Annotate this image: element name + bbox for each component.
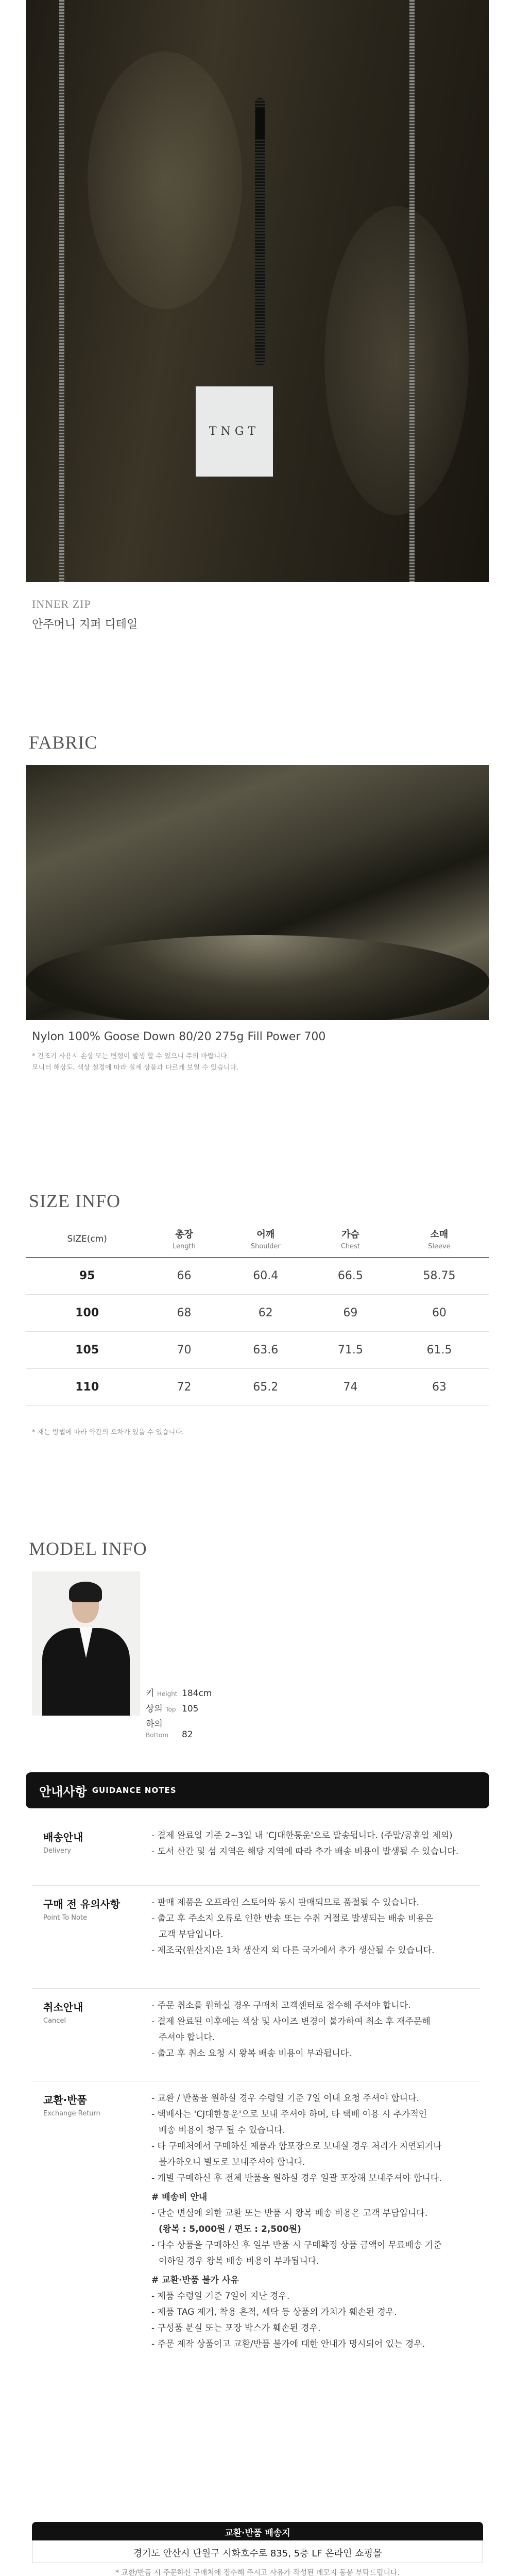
fabric-puff [26, 935, 489, 1020]
guidance-subtitle: GUIDANCE NOTES [92, 1786, 177, 1795]
size-col-header: SIZE(cm) [26, 1221, 148, 1257]
cancel-label-en: Cancel [43, 2017, 66, 2025]
shoulder-cell: 63.6 [220, 1331, 312, 1368]
size-info-title: SIZE INFO [29, 1191, 121, 1211]
purchase-label-en: Point To Note [43, 1914, 88, 1922]
length-cell: 68 [148, 1294, 219, 1331]
cancel-section [32, 1989, 480, 2081]
table-row [26, 1368, 489, 1405]
chest-cell: 71.5 [312, 1331, 389, 1368]
no-return-line: - 제품 수령일 기준 7일이 지난 경우. [151, 2291, 290, 2301]
inner-zip-photo [26, 0, 489, 582]
size-cell: 95 [26, 1257, 148, 1294]
model-hair [69, 1582, 102, 1602]
model-photo [32, 1571, 140, 1716]
no-return-title: # 교환·반품 불가 사유 [151, 2275, 239, 2285]
no-return-line: - 제품 TAG 제거, 착용 흔적, 세탁 등 상품의 가치가 훼손된 경우. [151, 2307, 397, 2317]
size-note: * 재는 방법에 따라 약간의 오차가 있을 수 있습니다. [32, 1429, 184, 1436]
fabric-composition: Nylon 100% Goose Down 80/20 275g Fill Power 700 [32, 1030, 326, 1043]
size-cell: 105 [26, 1331, 148, 1368]
front-zipper [409, 0, 415, 582]
cancel-label: 취소안내 [43, 2001, 83, 2013]
length-cell: 70 [148, 1331, 219, 1368]
model-info-title: MODEL INFO [29, 1538, 147, 1559]
table-row [26, 1294, 489, 1331]
shoulder-cell: 60.4 [220, 1257, 312, 1294]
fabric-note-line: 모니터 해상도, 색상 설정에 따라 실제 상품과 다르게 보일 수 있습니다. [32, 1064, 239, 1072]
sleeve-cell: 58.75 [389, 1257, 489, 1294]
exchange-line: 배송 비용이 청구 될 수 있습니다. [159, 2125, 285, 2136]
zipper-pull [255, 108, 265, 139]
front-zipper [59, 0, 64, 582]
guidance-header [26, 1772, 489, 1808]
chest-cell: 69 [312, 1294, 389, 1331]
exchange-return-section [32, 2081, 480, 2509]
no-return-line: - 구성품 분실 또는 포장 박스가 훼손된 경우. [151, 2323, 321, 2333]
length-cell: 66 [148, 1257, 219, 1294]
cancel-line: - 주문 취소를 원하실 경우 구매처 고객센터로 접수해 주셔야 합니다. [151, 2001, 411, 2011]
chest-cell: 74 [312, 1368, 389, 1405]
shipping-fee-line: - 단순 변심에 의한 교환 또는 반품 시 왕복 배송 비용은 고객 부담입니다. [151, 2208, 428, 2218]
return-footnote: * 교환/반품 시 주문하신 구매처에 접수해 주시고 사유가 작성된 메모지 동봉 부탁드립니다. [115, 2569, 400, 2576]
length-col-header: 총장 Length [148, 1221, 219, 1257]
purchase-line: - 판매 제품은 오프라인 스토어와 동시 판매되므로 품절될 수 있습니다. [151, 1897, 419, 1908]
shoulder-col-header: 어깨 Shoulder [220, 1221, 312, 1257]
delivery-label-en: Delivery [43, 1847, 71, 1855]
inner-zip-subtitle: 안주머니 지퍼 디테일 [32, 618, 138, 631]
exchange-label-en: Exchange·Return [43, 2110, 100, 2117]
purchase-label: 구매 전 유의사항 [43, 1898, 121, 1910]
exchange-line: - 교환 / 반품을 원하실 경우 수령일 기준 7일 이내 요청 주셔야 합니다. [151, 2093, 419, 2104]
cancel-line: - 출고 후 취소 요청 시 왕복 배송 비용이 부과됩니다. [151, 2048, 352, 2059]
shipping-fee-title: # 배송비 안내 [151, 2192, 208, 2202]
cancel-line: - 결제 완료된 이후에는 색상 및 사이즈 변경이 불가하여 취소 후 재주문해 [151, 2016, 431, 2027]
no-return-line: - 주문 제작 상품이고 교환/반품 불가에 대한 안내가 명시되어 있는 경우. [151, 2339, 425, 2349]
delivery-label: 배송안내 [43, 1831, 83, 1843]
shoulder-cell: 65.2 [220, 1368, 312, 1405]
size-cell: 100 [26, 1294, 148, 1331]
sleeve-col-header: 소매 Sleeve [389, 1221, 489, 1257]
purchase-line: - 출고 후 주소지 오류로 인한 반송 또는 수취 거절로 발생되는 배송 비용은 [151, 1913, 434, 1924]
size-cell: 110 [26, 1368, 148, 1405]
guidance-title: 안내사항 [39, 1784, 87, 1799]
return-address-title: 교환·반품 배송지 [225, 2528, 290, 2538]
fabric-title: FABRIC [29, 732, 98, 753]
model-top-size: 상의 Top 105 [146, 1704, 199, 1714]
exchange-line: 불가하오니 별도로 보내주셔야 합니다. [159, 2157, 305, 2167]
size-table-header [26, 1221, 489, 1257]
purchase-line: 고객 부담입니다. [159, 1929, 224, 1940]
fabric-highlight [324, 206, 469, 515]
size-table [26, 1221, 489, 1406]
shipping-fee-line: (왕복 : 5,000원 / 편도 : 2,500원) [159, 2224, 301, 2234]
purchase-notes-section [32, 1886, 480, 1989]
model-bottom-size: 하의 Bottom 82 [146, 1719, 193, 1740]
fabric-note-line: * 건조기 사용시 손상 또는 변형이 발생 할 수 있으니 주의 바랍니다. [32, 1053, 229, 1060]
model-height: 키 Height 184cm [146, 1688, 212, 1699]
length-cell: 72 [148, 1368, 219, 1405]
fabric-highlight [88, 52, 242, 309]
chest-col-header: 가슴 Chest [312, 1221, 389, 1257]
return-address: 경기도 안산시 단원구 시화호수로 835, 5층 LF 온라인 쇼핑몰 [133, 2548, 382, 2559]
table-row [26, 1331, 489, 1368]
shoulder-cell: 62 [220, 1294, 312, 1331]
purchase-line: - 제조국(원산지)은 1차 생산지 외 다른 국가에서 추가 생산될 수 있습니다. [151, 1945, 435, 1956]
delivery-section [32, 1819, 480, 1886]
exchange-line: - 타 구매처에서 구매하신 제품과 합포장으로 보내실 경우 처리가 지연되거나 [151, 2141, 442, 2151]
delivery-line: - 결제 완료일 기준 2~3일 내 'CJ대한통운'으로 발송됩니다. (주말/공휴일 제외) [151, 1831, 453, 1841]
fabric-note [32, 1051, 238, 1074]
cancel-line: 주셔야 합니다. [159, 2032, 215, 2043]
fabric-photo [26, 765, 489, 1020]
sleeve-cell: 61.5 [389, 1331, 489, 1368]
sleeve-cell: 60 [389, 1294, 489, 1331]
shipping-fee-line: 이하일 경우 왕복 배송 비용이 부과됩니다. [159, 2256, 319, 2266]
table-row [26, 1257, 489, 1294]
exchange-line: - 택배사는 'CJ대한통운'으로 보내 주셔야 하며, 타 택배 이용 시 추가적인 [151, 2109, 427, 2120]
sleeve-cell: 63 [389, 1368, 489, 1405]
chest-cell: 66.5 [312, 1257, 389, 1294]
exchange-line: - 개별 구매하신 후 전체 반품을 원하실 경우 일괄 포장해 보내주셔야 합니다. [151, 2173, 442, 2183]
delivery-line: - 도서 산간 및 섬 지역은 해당 지역에 따라 추가 배송 비용이 발생될 수 있습니다. [151, 1846, 459, 1857]
brand-label: TNGT [196, 386, 273, 477]
shipping-fee-line: - 다수 상품을 구매하신 후 일부 반품 시 구매확정 상품 금액이 무료배송 기준 [151, 2240, 442, 2250]
inner-zip-title: INNER ZIP [32, 598, 91, 611]
exchange-label: 교환·반품 [43, 2094, 87, 2106]
